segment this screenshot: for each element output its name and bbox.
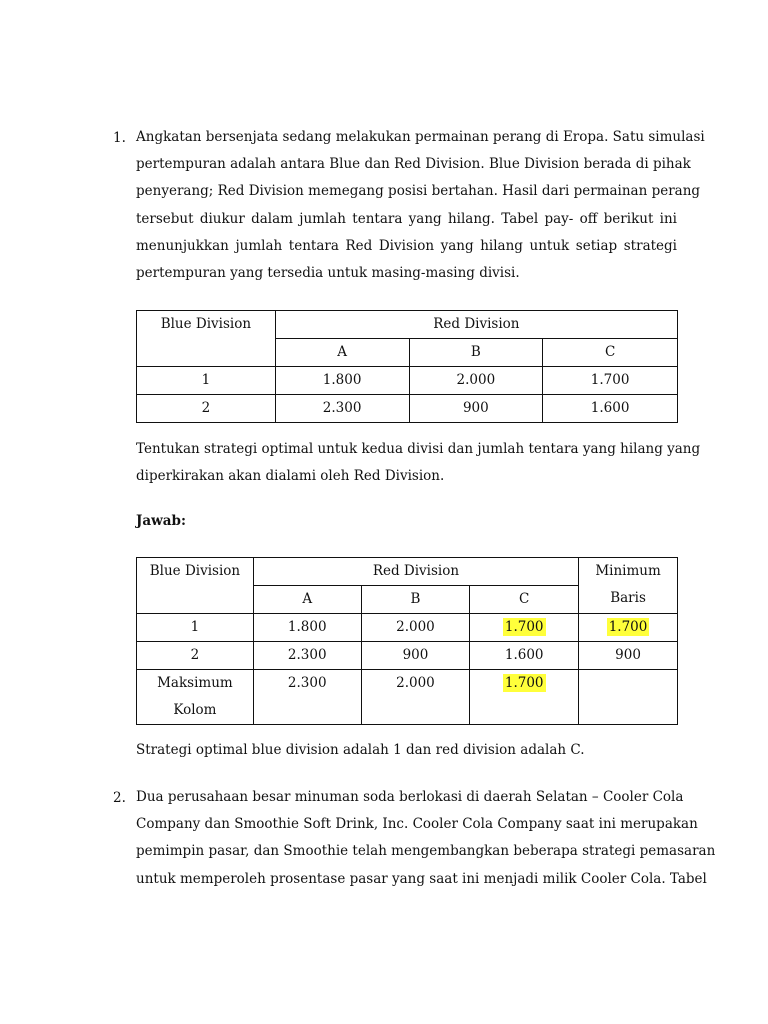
row-minimum-cell [579,614,678,642]
table-row [137,614,678,642]
column-header-a: A [253,586,361,614]
table-row [137,670,678,725]
table-cell: 1.600 [543,395,678,423]
question-2-line: pemimpin pasar, dan Smoothie telah mengembangkan beberapa strategi pemasaran [136,843,716,860]
table-cell [470,614,579,642]
table-cell: 2.000 [409,367,543,395]
question-1-line: menunjukkan jumlah tentara Red Division yang hilang untuk setiap strategi [136,237,677,254]
table-cell: 2.300 [275,395,409,423]
question-1-line: penyerang; Red Division memegang posisi bertahan. Hasil dari permainan perang [136,183,701,200]
maximum-label: Maksimum [157,675,233,691]
table-cell: 1.700 [543,367,678,395]
blue-division-header: Blue Division [137,558,254,614]
blue-division-header: Blue Division [137,311,276,367]
column-header-a: A [275,339,409,367]
question-2-line: untuk memperoleh prosentase pasar yang saat ini menjadi milik Cooler Cola. Tabel [136,870,707,887]
row-label: 1 [137,367,276,395]
highlighted-value: 1.700 [504,675,544,691]
red-division-header: Red Division [253,558,578,586]
table-cell: 2.000 [361,670,470,725]
question-2-text [136,784,716,893]
question-2-number: 2. [113,790,126,806]
table-row [137,395,678,423]
column-label: Kolom [173,702,217,718]
row-label: 1 [137,614,254,642]
table-cell: 2.000 [361,614,470,642]
empty-cell [579,670,678,725]
red-division-header: Red Division [275,311,677,339]
row-label: 2 [137,642,254,670]
conclusion-text: Strategi optimal blue division adalah 1 dan red division adalah C. [136,742,585,758]
maximum-column-label [137,670,254,725]
column-header-b: B [409,339,543,367]
table-cell: 2.300 [253,642,361,670]
table-row [137,367,678,395]
question-1-prompt [136,436,700,490]
table-cell: 900 [361,642,470,670]
question-1-line: Angkatan bersenjata sedang melakukan permainan perang di Eropa. Satu simulasi [136,129,705,145]
row-label: Baris [610,590,646,606]
minimum-row-header [579,558,678,614]
question-1-line: pertempuran adalah antara Blue dan Red Division. Blue Division berada di pihak [136,156,691,173]
column-header-b: B [361,586,470,614]
question-2-line: Company dan Smoothie Soft Drink, Inc. Cooler Cola Company saat ini merupakan [136,816,698,833]
table-cell: 2.300 [253,670,361,725]
table-cell [470,670,579,725]
column-header-c: C [543,339,678,367]
row-label: 2 [137,395,276,423]
column-header-c: C [470,586,579,614]
prompt-line: Tentukan strategi optimal untuk kedua divisi dan jumlah tentara yang hilang yang [136,441,701,457]
minimum-label: Minimum [595,563,661,579]
question-1-number: 1. [113,130,126,146]
prompt-line: diperkirakan akan dialami oleh Red Division. [136,468,445,484]
table-cell: 1.800 [253,614,361,642]
table-row [137,642,678,670]
row-minimum-cell: 900 [579,642,678,670]
answer-label: Jawab: [136,513,186,529]
table-cell: 1.800 [275,367,409,395]
payoff-table [136,310,678,423]
table-cell: 1.600 [470,642,579,670]
question-2-line: Dua perusahaan besar minuman soda berlokasi di daerah Selatan – Cooler Cola [136,789,684,805]
highlighted-value: 1.700 [504,619,544,635]
answer-table [136,557,678,725]
table-cell: 900 [409,395,543,423]
question-1-text [136,124,705,287]
question-1-line: tersebut diukur dalam jumlah tentara yang hilang. Tabel pay- off berikut ini [136,210,677,227]
question-1-line: pertempuran yang tersedia untuk masing-masing divisi. [136,265,520,282]
highlighted-value: 1.700 [608,619,648,635]
